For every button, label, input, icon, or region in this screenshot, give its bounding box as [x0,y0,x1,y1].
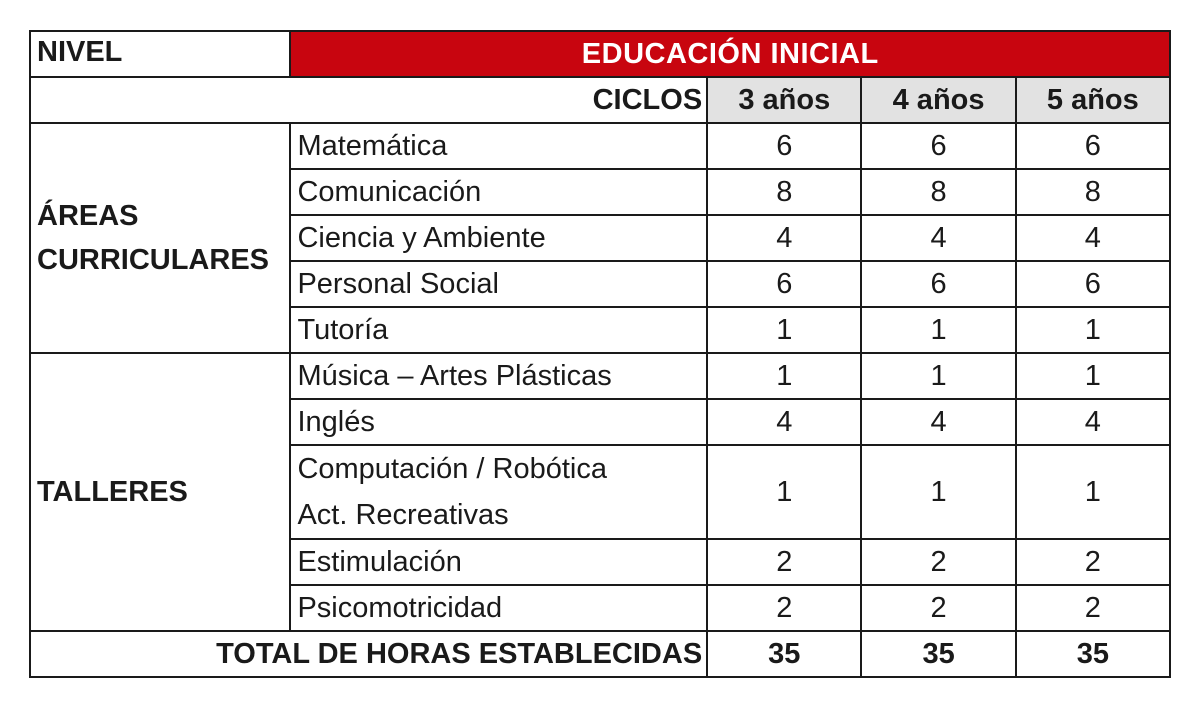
hours-cell: 6 [861,123,1015,169]
subject-cell: Estimulación [290,539,707,585]
subject-cell: Tutoría [290,307,707,353]
total-value: 35 [861,631,1015,677]
talleres-label: TALLERES [30,353,290,631]
year-header-5: 5 años [1016,77,1170,123]
hours-cell: 4 [861,399,1015,445]
total-value: 35 [707,631,861,677]
hours-cell: 2 [1016,585,1170,631]
subject-line2: Act. Recreativas [297,499,509,531]
subject-cell: Ciencia y Ambiente [290,215,707,261]
hours-cell: 4 [707,399,861,445]
hours-cell: 1 [707,307,861,353]
total-label: TOTAL DE HORAS ESTABLECIDAS [30,631,707,677]
level-title: EDUCACIÓN INICIAL [290,31,1170,77]
level-header-row [30,31,1170,77]
hours-cell: 1 [1016,445,1170,539]
hours-cell: 8 [707,169,861,215]
subject-cell: Matemática [290,123,707,169]
total-value: 35 [1016,631,1170,677]
hours-cell: 6 [1016,123,1170,169]
areas-label-line2: CURRICULARES [37,244,269,276]
subject-cell: Psicomotricidad [290,585,707,631]
cycles-header-row [30,77,1170,123]
subject-cell: Personal Social [290,261,707,307]
table-row [30,353,1170,399]
hours-cell: 8 [861,169,1015,215]
hours-cell: 2 [707,585,861,631]
hours-cell: 4 [1016,215,1170,261]
table-row [30,123,1170,169]
hours-cell: 2 [861,539,1015,585]
hours-cell: 6 [1016,261,1170,307]
hours-cell: 2 [1016,539,1170,585]
hours-cell: 6 [707,123,861,169]
areas-label-line1: ÁREAS [37,200,139,232]
subject-cell: Inglés [290,399,707,445]
subject-cell [290,445,707,539]
hours-cell: 1 [861,445,1015,539]
hours-cell: 1 [1016,307,1170,353]
subject-line1: Computación / Robótica [297,453,607,485]
ciclos-label: CICLOS [30,77,707,123]
hours-cell: 4 [861,215,1015,261]
hours-cell: 1 [707,353,861,399]
hours-cell: 2 [861,585,1015,631]
hours-cell: 1 [861,353,1015,399]
hours-cell: 2 [707,539,861,585]
hours-cell: 8 [1016,169,1170,215]
hours-cell: 1 [1016,353,1170,399]
subject-cell: Música – Artes Plásticas [290,353,707,399]
hours-cell: 6 [861,261,1015,307]
hours-cell: 6 [707,261,861,307]
hours-cell: 4 [707,215,861,261]
nivel-label: NIVEL [30,31,290,77]
hours-cell: 4 [1016,399,1170,445]
curriculum-table [29,30,1171,678]
year-header-3: 3 años [707,77,861,123]
hours-cell: 1 [707,445,861,539]
areas-curriculares-label [30,123,290,353]
hours-cell: 1 [861,307,1015,353]
total-row [30,631,1170,677]
subject-cell: Comunicación [290,169,707,215]
year-header-4: 4 años [861,77,1015,123]
